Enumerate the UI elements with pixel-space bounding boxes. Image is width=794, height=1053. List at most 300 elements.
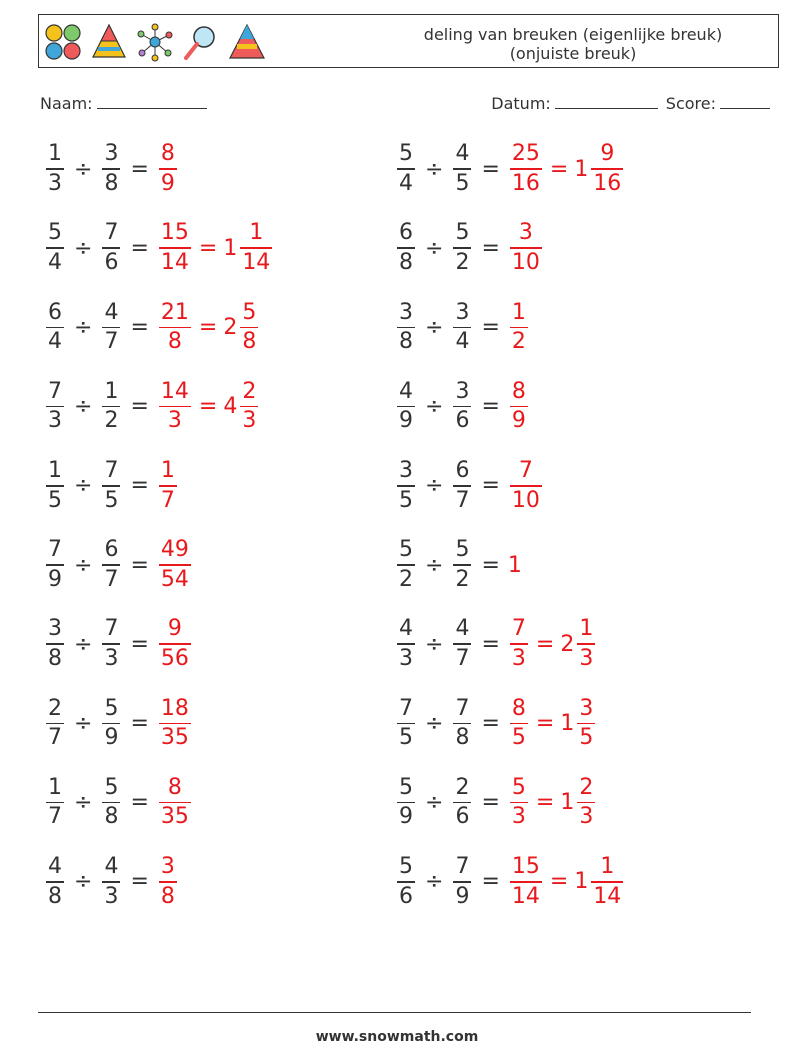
equals-sign: = (130, 710, 149, 736)
fraction (46, 776, 64, 830)
numerator: 5 (399, 537, 413, 563)
fraction (453, 776, 471, 830)
denominator: 10 (511, 249, 540, 275)
fraction-bar (102, 247, 120, 249)
divide-sign: ÷ (74, 473, 93, 499)
fraction-bar (510, 247, 542, 249)
date-blank[interactable] (555, 95, 658, 109)
fraction (46, 221, 64, 275)
answer (157, 617, 193, 671)
fraction (397, 617, 415, 671)
fraction-bar (240, 406, 258, 408)
answer (508, 855, 625, 909)
name-label: Naam: (40, 94, 93, 113)
answer (508, 617, 597, 671)
denominator: 5 (104, 487, 119, 513)
divide-sign: ÷ (425, 156, 444, 182)
denominator: 8 (455, 725, 470, 751)
denominator: 3 (579, 804, 594, 830)
equals-sign: = (130, 235, 149, 261)
denominator: 5 (399, 725, 413, 751)
fraction (102, 221, 120, 275)
fraction (159, 301, 191, 355)
denominator: 2 (399, 566, 413, 592)
fraction-bar (397, 485, 415, 487)
numerator: 6 (48, 299, 62, 325)
denominator: 6 (104, 249, 119, 275)
denominator: 10 (511, 487, 540, 513)
denominator: 2 (455, 566, 470, 592)
numerator: 4 (399, 616, 413, 642)
answer (157, 538, 193, 592)
denominator: 35 (160, 725, 189, 751)
problem-item (395, 535, 522, 595)
fraction (453, 221, 471, 275)
fraction-bar (510, 723, 528, 725)
answer (157, 142, 179, 196)
problem-item (395, 614, 597, 674)
problem-item (395, 139, 625, 199)
denominator: 8 (242, 329, 257, 355)
denominator: 5 (511, 725, 526, 751)
answer (157, 301, 260, 355)
numerator: 1 (160, 458, 175, 484)
fraction-bar (397, 723, 415, 725)
answer (508, 776, 597, 830)
answer (157, 380, 260, 434)
fraction-bar (510, 168, 542, 170)
fraction (159, 221, 191, 275)
numerator: 3 (399, 458, 413, 484)
name-field (40, 94, 207, 113)
mixed-fraction (577, 776, 595, 830)
fraction (510, 697, 528, 751)
numerator: 7 (104, 616, 119, 642)
fraction-bar (159, 643, 191, 645)
problem-item (395, 377, 530, 437)
numerator: 2 (242, 378, 257, 404)
numerator: 15 (160, 220, 189, 246)
divide-sign: ÷ (425, 790, 444, 816)
date-score-fields (491, 94, 770, 113)
equals-sign: = (481, 156, 500, 182)
fraction-bar (510, 485, 542, 487)
fraction (46, 538, 64, 592)
divide-sign: ÷ (74, 156, 93, 182)
denominator: 3 (399, 645, 413, 671)
fraction-bar (510, 327, 528, 329)
numerator: 3 (104, 141, 119, 167)
title-line-2: (onjuiste breuk) (509, 44, 637, 63)
numerator: 1 (511, 299, 526, 325)
fraction (46, 617, 64, 671)
equals-sign: = (535, 790, 555, 816)
fraction-bar (510, 406, 528, 408)
problem-item (44, 693, 193, 753)
answer-whole: 1 (507, 552, 522, 578)
fraction (397, 697, 415, 751)
equals-sign: = (130, 394, 149, 420)
divide-sign: ÷ (74, 235, 93, 261)
problem-item (395, 693, 597, 753)
denominator: 3 (104, 883, 119, 909)
mixed-whole: 1 (574, 869, 589, 895)
equals-sign: = (481, 790, 500, 816)
mixed-whole: 2 (560, 631, 575, 657)
equals-sign: = (535, 631, 555, 657)
divide-sign: ÷ (74, 710, 93, 736)
equals-sign: = (130, 790, 149, 816)
fraction (46, 855, 64, 909)
numerator: 8 (160, 141, 175, 167)
fraction (46, 380, 64, 434)
answer (508, 301, 530, 355)
fraction (102, 697, 120, 751)
fraction-bar (453, 327, 471, 329)
numerator: 3 (455, 299, 470, 325)
numerator: 5 (511, 774, 526, 800)
divide-sign: ÷ (425, 710, 444, 736)
fraction (102, 617, 120, 671)
fraction-bar (453, 723, 471, 725)
numerator: 4 (455, 141, 470, 167)
fraction (102, 301, 120, 355)
numerator: 25 (511, 141, 540, 167)
numerator: 3 (399, 299, 413, 325)
equals-sign: = (130, 869, 149, 895)
answer (508, 221, 544, 275)
mixed-whole: 2 (223, 314, 238, 340)
fraction-bar (46, 406, 64, 408)
numerator: 7 (104, 220, 119, 246)
equals-sign: = (481, 552, 500, 578)
fraction (510, 380, 528, 434)
fraction-bar (159, 881, 177, 883)
numerator: 7 (104, 458, 119, 484)
denominator: 7 (104, 329, 119, 355)
score-label: Score: (665, 94, 716, 113)
fraction-bar (591, 168, 623, 170)
denominator: 6 (455, 408, 470, 434)
mixed-fraction (591, 855, 623, 909)
equals-sign: = (481, 710, 500, 736)
numerator: 9 (600, 141, 615, 167)
numerator: 3 (579, 695, 594, 721)
denominator: 9 (511, 408, 526, 434)
fraction (510, 221, 542, 275)
numerator: 5 (399, 854, 413, 880)
equals-sign: = (481, 314, 500, 340)
fraction-bar (46, 564, 64, 566)
fraction-bar (46, 327, 64, 329)
puzzle-pieces-icon (43, 22, 83, 62)
fraction (159, 855, 177, 909)
equals-sign: = (130, 314, 149, 340)
numerator: 1 (48, 141, 62, 167)
mixed-whole: 1 (560, 710, 575, 736)
fraction-bar (510, 881, 542, 883)
fraction (102, 380, 120, 434)
denominator: 8 (104, 804, 119, 830)
problem-item (44, 377, 260, 437)
fraction (453, 142, 471, 196)
fraction-bar (453, 802, 471, 804)
problem-item (395, 218, 544, 278)
numerator: 6 (399, 220, 413, 246)
problem-item (44, 139, 179, 199)
numerator: 3 (518, 220, 533, 246)
numerator: 9 (167, 616, 182, 642)
denominator: 3 (242, 408, 257, 434)
denominator: 3 (167, 408, 182, 434)
fraction-bar (159, 168, 177, 170)
fraction (46, 301, 64, 355)
fraction-bar (577, 643, 595, 645)
divide-sign: ÷ (425, 552, 444, 578)
denominator: 54 (160, 566, 189, 592)
title-line-1: deling van breuken (eigenlijke breuk) (423, 25, 723, 44)
problem-item (395, 852, 625, 912)
denominator: 35 (160, 804, 189, 830)
numerator: 5 (104, 774, 119, 800)
equals-sign: = (130, 631, 149, 657)
logo-strip (43, 19, 267, 65)
fraction-bar (102, 564, 120, 566)
numerator: 7 (455, 695, 470, 721)
numerator: 7 (511, 616, 526, 642)
denominator: 5 (399, 487, 413, 513)
numerator: 4 (48, 854, 62, 880)
fraction (510, 301, 528, 355)
numerator: 1 (48, 774, 62, 800)
problem-item (44, 852, 179, 912)
denominator: 8 (399, 329, 413, 355)
answer (157, 697, 193, 751)
fraction (159, 776, 191, 830)
denominator: 9 (160, 170, 175, 196)
fraction-bar (159, 723, 191, 725)
problem-item (44, 218, 274, 278)
answer (508, 553, 522, 578)
mixed-whole: 1 (574, 156, 589, 182)
fraction (453, 538, 471, 592)
fraction (510, 459, 542, 513)
fraction-bar (102, 485, 120, 487)
problem-item (44, 614, 193, 674)
fraction-bar (397, 327, 415, 329)
denominator: 5 (579, 725, 594, 751)
fraction (397, 459, 415, 513)
denominator: 7 (455, 487, 470, 513)
divide-sign: ÷ (74, 631, 93, 657)
numerator: 14 (160, 378, 189, 404)
fraction-bar (510, 802, 528, 804)
equals-sign: = (481, 235, 500, 261)
equals-sign: = (481, 869, 500, 895)
fraction-bar (46, 881, 64, 883)
name-blank[interactable] (97, 95, 207, 109)
fraction (102, 776, 120, 830)
fraction-bar (453, 643, 471, 645)
fraction-bar (102, 723, 120, 725)
denominator: 8 (48, 883, 62, 909)
equals-sign: = (481, 473, 500, 499)
equals-sign: = (481, 631, 500, 657)
numerator: 4 (104, 299, 119, 325)
denominator: 9 (104, 725, 119, 751)
denominator: 3 (511, 645, 526, 671)
answer (157, 459, 179, 513)
fraction (397, 301, 415, 355)
fraction-bar (240, 247, 272, 249)
fraction-bar (397, 564, 415, 566)
numerator: 5 (455, 220, 470, 246)
fraction-bar (397, 168, 415, 170)
mixed-fraction (591, 142, 623, 196)
numerator: 7 (399, 695, 413, 721)
fraction-bar (453, 564, 471, 566)
fraction (102, 459, 120, 513)
problem-item (395, 773, 597, 833)
equals-sign: = (130, 552, 149, 578)
numerator: 1 (48, 458, 62, 484)
fraction-bar (397, 643, 415, 645)
fraction (397, 776, 415, 830)
numerator: 1 (579, 616, 594, 642)
fraction (159, 142, 177, 196)
denominator: 16 (511, 170, 540, 196)
answer (157, 776, 193, 830)
denominator: 9 (399, 408, 413, 434)
fraction (510, 855, 542, 909)
numerator: 2 (48, 695, 62, 721)
denominator: 7 (104, 566, 119, 592)
denominator: 2 (511, 329, 526, 355)
denominator: 14 (593, 883, 622, 909)
denominator: 14 (511, 883, 540, 909)
divide-sign: ÷ (425, 869, 444, 895)
fraction-bar (577, 802, 595, 804)
numerator: 5 (399, 774, 413, 800)
denominator: 16 (593, 170, 622, 196)
answer (508, 697, 597, 751)
fraction-bar (46, 485, 64, 487)
numerator: 8 (511, 695, 526, 721)
mixed-fraction (240, 221, 272, 275)
denominator: 3 (511, 804, 526, 830)
worksheet-title (408, 25, 738, 63)
fraction (397, 142, 415, 196)
divide-sign: ÷ (74, 790, 93, 816)
fraction-bar (102, 802, 120, 804)
fraction (453, 617, 471, 671)
fraction (102, 142, 120, 196)
denominator: 7 (160, 487, 175, 513)
equals-sign: = (198, 235, 218, 261)
fraction-bar (240, 327, 258, 329)
answer (508, 459, 544, 513)
numerator: 2 (579, 774, 594, 800)
mixed-fraction (577, 697, 595, 751)
answer (508, 380, 530, 434)
equals-sign: = (130, 156, 149, 182)
fraction-bar (102, 881, 120, 883)
fraction (510, 776, 528, 830)
numerator: 3 (160, 854, 175, 880)
triangle-stack-icon (227, 22, 267, 62)
denominator: 3 (48, 408, 62, 434)
denominator: 9 (399, 804, 413, 830)
problem-item (44, 297, 260, 357)
fraction (397, 221, 415, 275)
pyramid-icon (89, 22, 129, 62)
denominator: 7 (455, 645, 470, 671)
numerator: 15 (511, 854, 540, 880)
denominator: 3 (579, 645, 594, 671)
fraction (159, 697, 191, 751)
divide-sign: ÷ (74, 869, 93, 895)
fraction-bar (102, 643, 120, 645)
numerator: 6 (104, 537, 119, 563)
denominator: 14 (242, 249, 271, 275)
fraction (397, 380, 415, 434)
header-box (38, 14, 779, 68)
score-blank[interactable] (720, 95, 770, 109)
numerator: 4 (455, 616, 470, 642)
fraction-bar (453, 247, 471, 249)
equals-sign: = (535, 710, 555, 736)
equals-sign: = (130, 473, 149, 499)
numerator: 7 (455, 854, 470, 880)
numerator: 5 (104, 695, 119, 721)
denominator: 56 (160, 645, 189, 671)
numerator: 5 (455, 537, 470, 563)
denominator: 8 (104, 170, 119, 196)
fraction (510, 142, 542, 196)
numerator: 49 (160, 537, 189, 563)
answer (157, 221, 274, 275)
fraction (397, 855, 415, 909)
fraction (510, 617, 528, 671)
fraction-bar (397, 881, 415, 883)
fraction-bar (397, 406, 415, 408)
fraction-bar (510, 643, 528, 645)
numerator: 1 (600, 854, 615, 880)
problem-item (44, 773, 193, 833)
date-label: Datum: (491, 94, 551, 113)
equals-sign: = (198, 314, 218, 340)
denominator: 14 (160, 249, 189, 275)
fraction (453, 855, 471, 909)
problem-item (395, 297, 530, 357)
problem-item (395, 456, 544, 516)
numerator: 5 (48, 220, 62, 246)
fraction-bar (397, 802, 415, 804)
equals-sign: = (481, 394, 500, 420)
answer (508, 142, 625, 196)
denominator: 2 (455, 249, 470, 275)
fraction-bar (453, 168, 471, 170)
fraction-bar (159, 564, 191, 566)
denominator: 4 (455, 329, 470, 355)
fraction-bar (159, 485, 177, 487)
numerator: 18 (160, 695, 189, 721)
problem-item (44, 456, 179, 516)
numerator: 6 (455, 458, 470, 484)
numerator: 3 (48, 616, 62, 642)
fraction (159, 459, 177, 513)
numerator: 4 (104, 854, 119, 880)
